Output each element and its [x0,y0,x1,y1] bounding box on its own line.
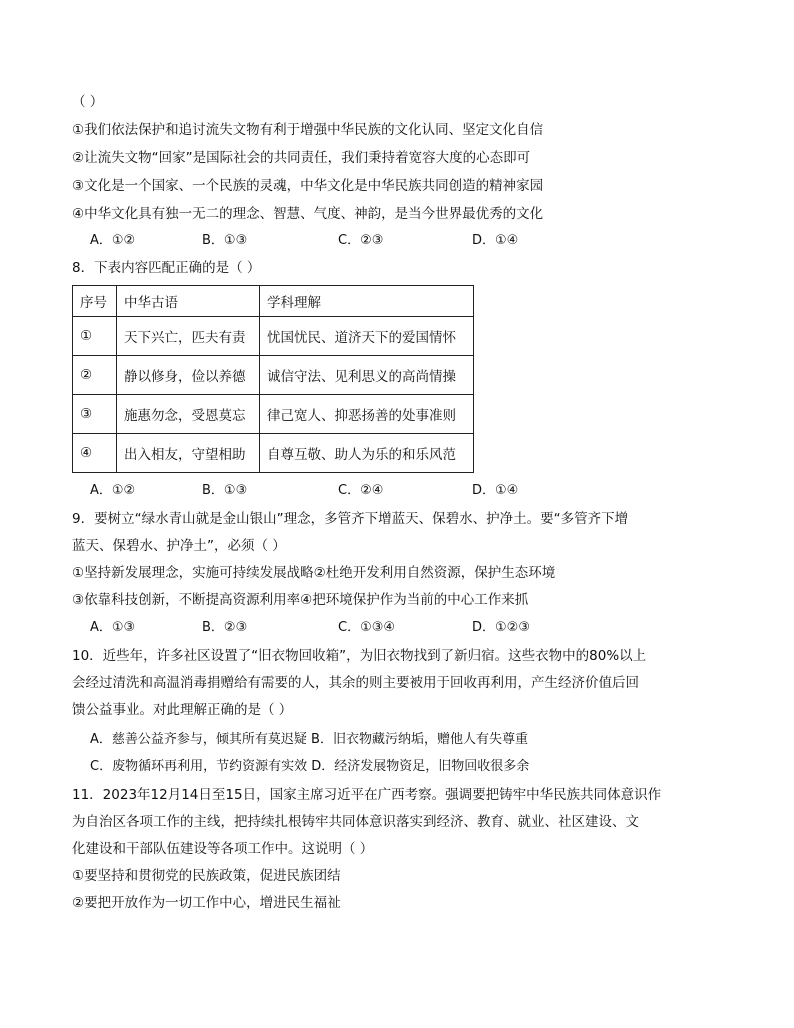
table-row [73,395,474,434]
row-saying: 施惠勿念，受恩莫忘 [117,395,260,434]
q8-option-a: A．①② [90,483,136,498]
q11-stem-line-3: 化建设和干部队伍建设等各项工作中。这说明（ ） [72,841,374,857]
q9-option-a: A．①③ [90,620,136,635]
q8-option-d: D．①④ [472,483,519,498]
row-saying: 出入相友，守望相助 [117,434,260,473]
q7-option-d: D．①④ [472,233,519,248]
q9-statement-1: ①坚持新发展理念，实施可持续发展战略②杜绝开发利用自然资源，保护生态环境 [72,565,556,581]
q7-bracket: （ ） [72,94,104,110]
row-understanding: 诚信守法、见利思义的高尚情操 [260,356,474,395]
q8-option-c: C．②④ [338,483,384,498]
q9-stem-line-1: 9．要树立“绿水青山就是金山银山”理念，多管齐下增蓝天、保碧水、护净土。要“多管齐下增 [72,511,629,527]
q9-option-b: B．②③ [202,620,248,635]
row-no: ① [73,317,117,356]
q11-stem-line-2: 为自治区各项工作的主线，把持续扎根铸牢共同体意识落实到经济、教育、就业、社区建设、文 [72,814,639,830]
row-understanding: 忧国忧民、道济天下的爱国情怀 [260,317,474,356]
q10-stem-line-1: 10．近些年，许多社区设置了“旧衣物回收箱”，为旧衣物找到了新归宿。这些衣物中的80%以上 [72,648,647,664]
q9-statement-2: ③依靠科技创新，不断提高资源利用率④把环境保护作为当前的中心工作来抓 [72,592,529,608]
q8-option-b: B．①③ [202,483,248,498]
q7-option-b: B．①③ [202,233,248,248]
q9-option-d: D．①②③ [472,620,530,635]
q10-options-cd: C．废物循环再利用，节约资源有实效 D．经济发展物资足，旧物回收很多余 [90,759,530,774]
header-cell-saying: 中华古语 [117,286,260,317]
row-no: ② [73,356,117,395]
q8-stem: 8．下表内容匹配正确的是（ ） [72,260,261,276]
q11-stem-line-1: 11．2023年12月14日至15日，国家主席习近平在广西考察。强调要把铸牢中华民族共同体意识作 [72,787,662,803]
q7-statement-2: ②让流失文物“回家”是国际社会的共同责任，我们秉持着宽容大度的心态即可 [72,150,531,166]
row-understanding: 自尊互敬、助人为乐的和乐风范 [260,434,474,473]
q10-stem-line-2: 会经过清洗和高温消毒捐赠给有需要的人，其余的则主要被用于回收再利用，产生经济价值后回 [72,675,639,691]
table-row [73,434,474,473]
row-saying: 天下兴亡，匹夫有责 [117,317,260,356]
row-no: ④ [73,434,117,473]
q10-stem-line-3: 馈公益事业。对此理解正确的是（ ） [72,702,293,718]
header-cell-understanding: 学科理解 [260,286,474,317]
q7-option-c: C．②③ [338,233,384,248]
q7-statement-4: ④中华文化具有独一无二的理念、智慧、气度、神韵，是当今世界最优秀的文化 [72,206,544,222]
q10-options-ab: A．慈善公益齐参与，倾其所有莫迟疑 B．旧衣物藏污纳垢，赠他人有失尊重 [90,732,528,747]
row-understanding: 律己宽人、抑恶扬善的处事准则 [260,395,474,434]
q7-statement-1: ①我们依法保护和追讨流失文物有利于增强中华民族的文化认同、坚定文化自信 [72,122,544,138]
q9-stem-line-2: 蓝天、保碧水、护净土”，必须（ ） [72,538,286,554]
q7-option-a: A．①② [90,233,136,248]
q9-option-c: C．①③④ [338,620,396,635]
q11-statement-2: ②要把开放作为一切工作中心，增进民生福祉 [72,895,341,911]
q8-table [72,285,474,473]
table-row [73,317,474,356]
header-cell-no: 序号 [73,286,117,317]
q11-statement-1: ①要坚持和贯彻党的民族政策，促进民族团结 [72,868,341,884]
q7-statement-3: ③文化是一个国家、一个民族的灵魂，中华文化是中华民族共同创造的精神家园 [72,178,544,194]
row-saying: 静以修身，俭以养德 [117,356,260,395]
table-row [73,356,474,395]
row-no: ③ [73,395,117,434]
table-header-row [73,286,474,317]
